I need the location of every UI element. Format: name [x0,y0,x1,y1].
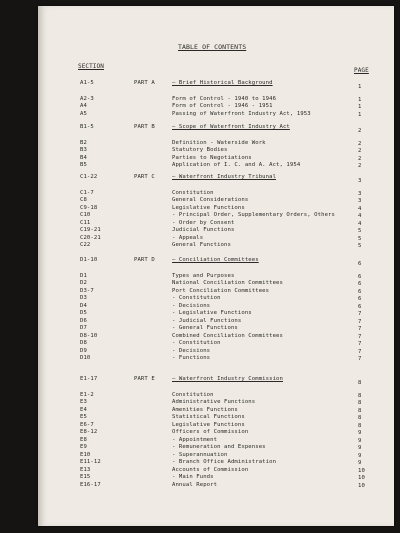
entry-page-number: 6 [358,281,362,287]
entry-text: - Appeals [172,234,204,241]
entry-section-code: C10 [80,212,91,218]
entry-page-number: 7 [358,333,362,340]
part-title: — Waterfront Industry Commission [172,376,283,382]
entry-text: - Superannuation [172,451,228,458]
entry-text: - Principal Order, Supplementary Orders, Others [172,212,335,218]
document-page [38,6,394,526]
entry-page-number: 7 [358,326,362,332]
part-page-number: 8 [358,380,362,386]
entry-text: Amenities Functions [172,406,238,413]
entry-text: - Decisions [172,302,211,309]
part-page-number: 1 [358,84,362,90]
entry-text: - Remuneration and Expenses [172,444,266,450]
entry-section-code: C20-21 [80,234,101,241]
entry-page-number: 7 [358,318,362,325]
entry-section-code: D10 [80,355,91,361]
entry-page-number: 8 [358,400,362,406]
entry-page-number: 5 [358,235,362,242]
entry-section-code: E10 [80,451,91,458]
entry-section-code: E4 [80,406,87,413]
entry-section-code: D8 [80,340,87,346]
entry-section-code: E5 [80,414,87,420]
entry-text: Form of Control - 1946 - 1951 [172,103,273,109]
entry-text: Officers of Commission [172,429,249,435]
page-column-header: PAGE [354,67,369,74]
entry-page-number: 8 [358,415,362,421]
entry-section-code: C22 [80,242,91,248]
entry-page-number: 8 [358,422,362,429]
entry-page-number: 6 [358,296,362,302]
entry-page-number: 2 [358,155,362,162]
entry-section-code: B3 [80,147,87,153]
entry-text: Statistical Functions [172,414,245,420]
entry-section-code: A2-3 [80,95,94,102]
entry-text: Judicial Functions [172,227,235,233]
entry-text: General Functions [172,242,231,248]
page-binding-edge [38,6,45,526]
entry-page-number: 4 [358,220,362,227]
entry-page-number: 6 [358,288,362,295]
entry-text: Form of Control - 1940 to 1946 [172,95,277,102]
entry-text: - Branch Office Administration [172,459,277,465]
entry-page-number: 3 [358,198,362,204]
entry-page-number: 9 [358,460,362,466]
entry-section-code: D3 [80,295,87,301]
entry-section-code: E1-2 [80,391,94,398]
entry-page-number: 9 [358,452,362,459]
part-label: PART B [134,124,155,130]
entry-text: Combined Conciliation Committees [172,332,283,339]
entry-text: - Main Funds [172,474,214,480]
part-title: — Waterfront Industry Tribunal [172,174,277,180]
entry-text: Definition - Waterside Work [172,139,266,146]
entry-section-code: E15 [80,474,91,480]
entry-page-number: 1 [358,96,362,103]
entry-text: Legislative Functions [172,204,245,211]
entry-section-code: D4 [80,302,87,309]
entry-page-number: 2 [358,140,362,147]
entry-section-code: E8-12 [80,429,98,435]
entry-page-number: 7 [358,348,362,355]
entry-text: Legislative Functions [172,421,245,428]
entry-page-number: 5 [358,228,362,234]
part-label: PART C [134,174,155,180]
entry-text: Types and Purposes [172,272,235,279]
part-page-number: 3 [358,178,362,184]
entry-page-number: 8 [358,407,362,414]
entry-page-number: 2 [358,148,362,154]
entry-text: Statutory Bodies [172,147,228,153]
entry-page-number: 9 [358,437,362,444]
entry-page-number: 1 [358,104,362,110]
part-title: — Conciliation Committees [172,257,259,263]
entry-section-code: C9-18 [80,204,98,211]
entry-section-code: D1 [80,272,87,279]
part-section-code: B1-5 [80,124,94,130]
part-page-number: 2 [358,128,362,134]
entry-page-number: 1 [358,111,362,118]
entry-page-number: 8 [358,392,362,399]
entry-section-code: D6 [80,317,87,324]
entry-text: - Appointment [172,436,218,443]
entry-section-code: B2 [80,139,87,146]
entry-section-code: C19-21 [80,227,101,233]
entry-text: Port Conciliation Committees [172,287,270,294]
entry-page-number: 6 [358,273,362,280]
entry-text: Constitution [172,391,214,398]
entry-page-number: 9 [358,430,362,436]
entry-page-number: 4 [358,213,362,219]
section-column-header: SECTION [78,63,104,70]
entry-section-code: E8 [80,436,87,443]
entry-text: - Functions [172,355,211,361]
entry-page-number: 6 [358,303,362,310]
entry-text: Passing of Waterfront Industry Act, 1953 [172,110,311,117]
entry-page-number: 9 [358,445,362,451]
entry-text: - Decisions [172,347,211,354]
entry-page-number: 2 [358,163,362,169]
entry-section-code: D3-7 [80,287,94,294]
entry-section-code: E9 [80,444,87,450]
entry-page-number: 7 [358,356,362,362]
entry-page-number: 4 [358,205,362,212]
entry-page-number: 10 [358,467,365,474]
part-label: PART E [134,376,155,382]
page-title: TABLE OF CONTENTS [178,43,247,51]
entry-text: Application of I. C. and A. Act, 1954 [172,162,301,168]
part-title: — Brief Historical Background [172,80,273,86]
part-section-code: C1-22 [80,174,98,180]
entry-page-number: 3 [358,190,362,197]
entry-section-code: D5 [80,310,87,316]
part-title: — Scope of Waterfront Industry Act [172,124,290,130]
entry-section-code: E16-17 [80,481,101,488]
entry-text: Annual Report [172,481,218,488]
part-section-code: A1-5 [80,80,94,86]
part-section-code: D1-10 [80,257,98,263]
entry-page-number: 7 [358,341,362,347]
part-page-number: 6 [358,261,362,267]
entry-text: Accounts of Commission [172,466,249,473]
entry-text: Administrative Functions [172,399,256,405]
entry-section-code: E13 [80,466,91,473]
entry-text: - Judicial Functions [172,317,242,324]
part-label: PART D [134,257,155,263]
entry-text: - Constitution [172,295,221,301]
entry-section-code: D8-10 [80,332,98,339]
entry-section-code: B4 [80,154,87,161]
entry-section-code: A4 [80,103,87,109]
entry-section-code: D9 [80,347,87,354]
entry-section-code: D7 [80,325,87,331]
entry-section-code: D2 [80,280,87,286]
entry-text: - Order by Consent [172,219,235,226]
part-label: PART A [134,80,155,86]
entry-page-number: 7 [358,311,362,317]
entry-section-code: C1-7 [80,189,94,196]
entry-text: National Conciliation Committees [172,280,283,286]
entry-text: - Legislative Functions [172,310,252,316]
entry-section-code: C8 [80,197,87,203]
entry-section-code: C11 [80,219,91,226]
entry-text: Constitution [172,189,214,196]
entry-page-number: 10 [358,482,365,489]
entry-text: Parties to Negotiations [172,154,252,161]
entry-text: General Considerations [172,197,249,203]
entry-text: - Constitution [172,340,221,346]
entry-section-code: E11-12 [80,459,101,465]
entry-section-code: A5 [80,110,87,117]
entry-page-number: 5 [358,243,362,249]
entry-section-code: E6-7 [80,421,94,428]
entry-section-code: B5 [80,162,87,168]
entry-page-number: 10 [358,475,365,481]
entry-text: - General Functions [172,325,238,331]
entry-section-code: E3 [80,399,87,405]
part-section-code: E1-17 [80,376,98,382]
